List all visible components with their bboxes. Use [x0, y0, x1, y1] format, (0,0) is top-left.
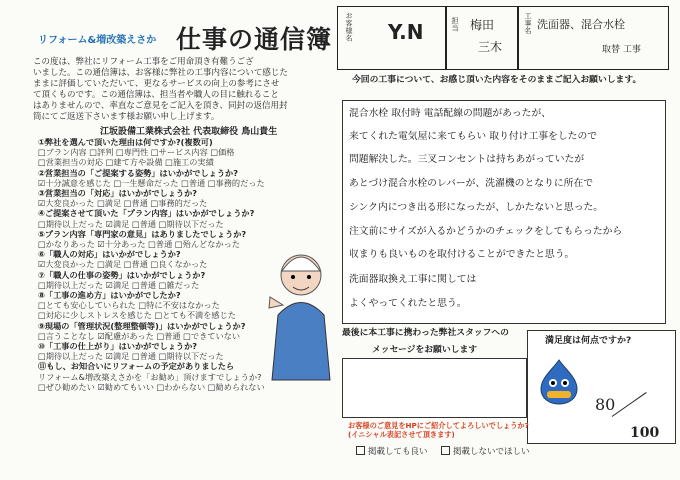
- drop-mascot-icon: [534, 358, 584, 406]
- publish-no-label: 掲載しないでほしい: [453, 447, 530, 457]
- comment-line: 注文前にサイズが入るかどうかのチェックをしてもらったから: [349, 226, 623, 237]
- score-value: 80: [595, 395, 616, 414]
- question-label: ③営業担当の「対応」はいかがでしょうか?: [38, 188, 198, 199]
- question-label: ④ご提案させて頂いた「プラン内容」はいかがでしょうか?: [38, 208, 255, 219]
- question-label: ⑨現場の「管理状況(整理整頓等)」はいかがでしょうか?: [38, 320, 246, 331]
- mascot-illustration: [260, 245, 342, 405]
- question-label: ①弊社を選んで頂いた理由は何ですか?(複数可): [38, 137, 213, 147]
- question-options[interactable]: リフォーム&増改築えさかを「お勧め」頂けますでしょうか?: [38, 371, 262, 382]
- intro-line: ままに評価していただいて、更なるサービスの向上の参考にさせ: [33, 79, 280, 89]
- question-label: ⑧「工事の進め方」はいかがでしたか?: [38, 290, 181, 301]
- question-label: ②営業担当の「ご提案する姿勢」はいかがでしょうか?: [38, 167, 238, 178]
- comment-line: あとづけ混合水栓のレバーが、洗濯機のとなりに所在で: [349, 178, 594, 189]
- comment-line: 収まりも良いものを取付けることができたと思う。: [349, 249, 575, 260]
- work-suffix: 取替 工事: [602, 45, 641, 55]
- question-options[interactable]: □ぜひ勧めたい ☑勧めてもいい □わからない □勧められない: [38, 381, 265, 392]
- question-options[interactable]: □かなりあった ☑十分あった □普通 □殆んどなかった: [38, 239, 240, 250]
- header-divider: [445, 6, 447, 70]
- comment-prompt: 今回の工事について、お感じ頂いた内容をそのままご記入お願いします。: [352, 75, 642, 85]
- comment-line: 洗面器取換え工事に関しては: [349, 274, 477, 285]
- message-subtitle: メッセージをお願いします: [372, 345, 478, 355]
- customer-name: Y.N: [388, 20, 424, 44]
- question-label: ⑥「職人の対応」はいかがでしょうか?: [38, 249, 181, 260]
- message-box: [342, 358, 527, 418]
- question-options[interactable]: ☑大変良かった □満足 □普通 □事務的だった: [38, 198, 208, 209]
- question-options[interactable]: □期待以上だった ☑満足 □普通 □雑だった: [38, 279, 200, 290]
- message-title: 最後に本工事に携わった弊社スタッフへの: [342, 328, 509, 338]
- work-name: 洗面器、混合水栓: [537, 18, 625, 31]
- question-label: ⑤プラン内容「専門家の意見」はありましたでしょうか?: [38, 228, 247, 239]
- question-options[interactable]: □言うことなし ☑配慮があった □普通 □できていない: [38, 330, 241, 341]
- question-options[interactable]: □対応に少しストレスを感じた □とても不満を感じた: [38, 310, 236, 321]
- work-label: 工事名: [524, 12, 532, 35]
- intro-line: て頂くものです。この通信簿は、担当者や職人の目に触れること: [33, 90, 279, 100]
- question-options[interactable]: □期待以上だった ☑満足 □普通 □期待以下だった: [38, 351, 224, 362]
- checkbox-icon[interactable]: [356, 446, 365, 455]
- publish-yes-option[interactable]: [356, 445, 428, 457]
- score-total: 100: [630, 425, 660, 441]
- question-options[interactable]: □営業担当の対応 □建て方や設備 □施工の実績: [38, 157, 214, 168]
- page-title: 仕事の通信簿: [176, 25, 333, 54]
- customer-label: お客様名: [345, 12, 353, 42]
- comment-line: 来てくれた電気屋に来てもらい 取り付け工事をしたので: [349, 131, 598, 142]
- comment-line: シンク内につき出る形になったが、しかたないと思った。: [349, 202, 604, 213]
- company-signature: 江坂設備工業株式会社 代表取締役 鳥山貴生: [100, 127, 278, 137]
- intro-line: いました。この通信簿は、お客様に弊社の工事内容について感じた: [33, 68, 288, 78]
- question-options[interactable]: □期待以上だった ☑満足 □普通 □期待以下だった: [38, 218, 224, 229]
- staff-name-2: 三木: [478, 40, 503, 54]
- staff-label: 担当: [451, 17, 459, 32]
- intro-text: [33, 57, 333, 123]
- question-label: ⑩「工事の仕上がり」はいかがでしょうか?: [38, 341, 198, 352]
- question-label: ⑦「職人の仕事の姿勢」はいかがでしょうか?: [38, 269, 206, 280]
- intro-line: この度は、弊社にリフォーム工事をご用命頂き有難うござ: [33, 57, 254, 67]
- question-label: ⑪もし、お知合いにリフォームの予定がありましたら: [38, 361, 235, 372]
- comment-line: よくやってくれたと思う。: [349, 298, 467, 309]
- staff-name-1: 梅田: [470, 18, 495, 32]
- header-divider: [517, 6, 519, 70]
- publish-no-option[interactable]: [441, 445, 530, 457]
- intro-line: はありませんので、率直なご意見をご記入を頂き、同封の返信用封: [33, 101, 288, 111]
- question-options[interactable]: □とても安心していられた □特に不安はなかった: [38, 300, 220, 311]
- intro-line: 筒にてご返送下さいます様お願い申し上げます。: [33, 112, 220, 122]
- form-header: [335, 0, 680, 72]
- left-panel: [0, 0, 335, 480]
- comment-line: 問題解決した。三叉コンセントは持ちあがっていたが: [349, 154, 585, 165]
- comment-box: [342, 100, 666, 324]
- comment-line: 混合水栓 取付時 電話配線の問題があったが、: [349, 108, 552, 119]
- question-options[interactable]: ☑大変良かった □満足 □普通 □良くなかった: [38, 259, 208, 270]
- brand-name: リフォーム&増改築えさか: [38, 35, 157, 46]
- satisfaction-label: 満足度は何点ですか?: [545, 336, 632, 346]
- publish-yes-label: 掲載しても良い: [368, 447, 428, 457]
- question-options[interactable]: □プラン内容 □評判 □専門性 □サービス内容 □価格: [38, 147, 235, 158]
- publish-question: お客様のご意見をHPにご紹介してよろしいでしょうか?(イニシャル表記させて頂きます): [348, 421, 529, 439]
- checkbox-icon[interactable]: [441, 446, 450, 455]
- question-options[interactable]: ☑十分誠意を感じた □一生懸命だった □普通 □事務的だった: [38, 177, 265, 188]
